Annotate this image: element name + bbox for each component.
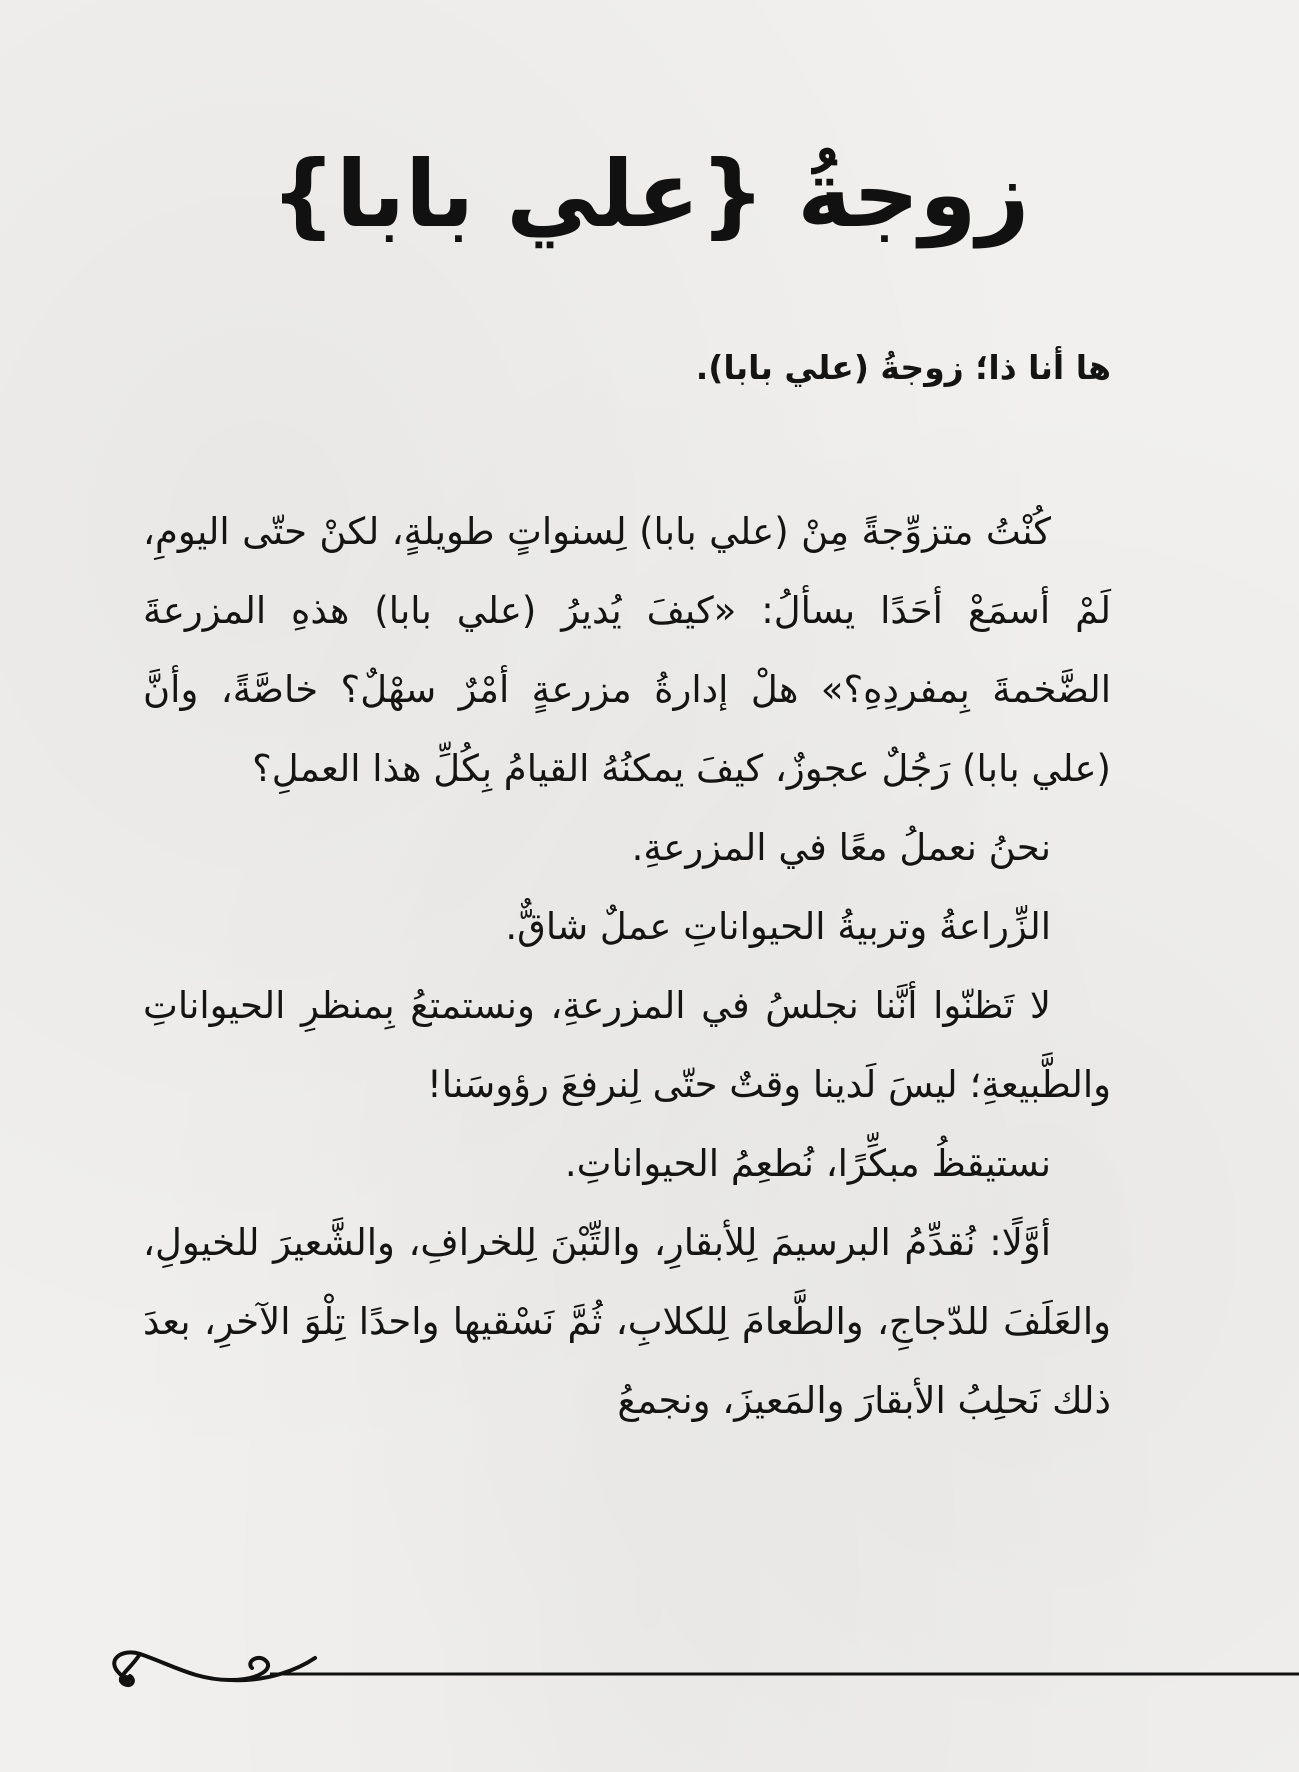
paragraph-3: الزِّراعةُ وتربيةُ الحيواناتِ عملٌ شاقٌّ. — [505, 905, 1051, 948]
page-title: زوجةُ {علي بابا} — [270, 141, 1030, 248]
paragraph-2: نحنُ نعملُ معًا في المزرعةِ. — [631, 826, 1051, 869]
intro-line: ها أنا ذا؛ زوجةُ (علي بابا). — [695, 348, 1111, 387]
paragraph-5: نستيقظُ مبكِّرًا، نُطعِمُ الحيواناتِ. — [564, 1142, 1051, 1185]
paragraph-6: أوَّلًا: نُقدِّمُ البرسيمَ لِلأبقارِ، والتِّبْنَ لِلخرافِ، والشَّعيرَ للخيولِ، والعَلَفَ للدّجاجِ، والطَّعامَ لِلكلابِ، ثُمَّ نَسْقيها واحدًا تِلْوَ الآخرِ، بعدَ ذلك نَحلِبُ الأبقارَ والمَعيزَ، ونجمعُ — [143, 1221, 1111, 1422]
story-body — [143, 492, 1111, 1440]
flourish-tail — [230, 1658, 315, 1680]
flourish-dot — [121, 1675, 131, 1685]
paragraph-1: كُنْتُ متزوِّجةً مِنْ (علي بابا) لِسنواتٍ طويلةٍ، لكنْ حتّى اليومِ، لَمْ أسمَعْ أحَدًا يسألُ: «كيفَ يُديرُ (علي بابا) هذهِ المزرعةَ الضَّخمةَ بِمفردِهِ؟» هلْ إدارةُ مزرعةٍ أمْرٌ سهْلٌ؟ خاصَّةً، وأنَّ (علي بابا) رَجُلٌ عجوزٌ، كيفَ يمكنُهُ القيامُ بِكُلِّ هذا العملِ؟ — [143, 510, 1111, 790]
footer-ornament-divider — [100, 1640, 1299, 1700]
paragraph-4: لا تَظنّوا أنَّنا نجلسُ في المزرعةِ، ونستمتعُ بِمنظرِ الحيواناتِ والطَّبيعةِ؛ ليسَ لَدينا وقتٌ حتّى لِنرفعَ رؤوسَنا! — [143, 984, 1111, 1106]
